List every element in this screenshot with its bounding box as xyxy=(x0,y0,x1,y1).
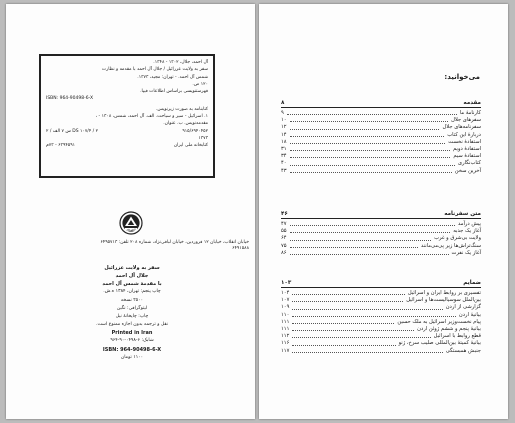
publisher-address xyxy=(12,240,249,252)
toc-entry[interactable] xyxy=(281,235,481,242)
toc-entry[interactable] xyxy=(281,124,481,131)
toc-entry[interactable] xyxy=(281,110,481,117)
section-page: ۴۶ xyxy=(281,211,288,217)
toc-entry[interactable] xyxy=(281,312,481,319)
toc-entry[interactable] xyxy=(281,326,481,333)
toc-entry-title: ولایت بی‌شرق و غرب xyxy=(434,235,481,242)
toc-entry-title: کارنامهٔ ما xyxy=(459,110,481,116)
toc-entry[interactable] xyxy=(281,117,481,124)
section-page: ۱۰۳ xyxy=(281,280,292,286)
toc-entry-page: ۴۰ xyxy=(281,160,287,167)
publisher-logo-text: کانون نشر xyxy=(126,228,136,232)
imprint-copyright: نقل و ترجمه بدون اجازه ممنوع است. xyxy=(96,322,168,328)
toc-entry-title: بین‌الملل سوسیالیست‌ها و اسرائیل xyxy=(406,297,481,304)
toc-entry-title: آغاز یک جذبه xyxy=(453,228,481,235)
catalog-library: کتابخانه ملی ایران xyxy=(173,143,208,149)
catalog-line: فهرستنویسی براساس اطلاعات فیپا. xyxy=(140,89,208,95)
toc-entry-title: بیانیهٔ پنجم و ششم ژوئن اردن xyxy=(417,326,481,333)
imprint-lithography: لیتوگرافی: نگین xyxy=(116,305,148,311)
toc-entry-title: بیانیهٔ کمیتهٔ بین‌المللی صلیب سرخ، ژنو xyxy=(398,340,481,347)
toc-entry-page: ۴۷ xyxy=(281,221,287,227)
toc-entry-title: تفسیری بر روابط ایران و اسرائیل xyxy=(407,290,481,296)
imprint-price: ۱۱۰۰ تومان xyxy=(120,354,144,360)
imprint-printer: چاپ: چاپخانهٔ نیل xyxy=(115,313,149,319)
publisher-logo xyxy=(119,211,143,235)
toc-entry[interactable] xyxy=(281,221,481,228)
toc-entry-page: ۶۴ xyxy=(281,235,287,242)
toc-entry-title: کتاب‌نگاری xyxy=(458,160,481,167)
toc-entry-page: ۱۱۱ xyxy=(281,318,290,325)
imprint-isbn: ISBN: 964-90498-6-X xyxy=(102,346,162,353)
toc-entry-page: ۱۰۷ xyxy=(281,297,290,304)
imprint-printed-in: Printed in Iran xyxy=(111,330,153,337)
imprint-copies: ۲۵۰۰ نسخه xyxy=(120,297,144,303)
toc-entry[interactable] xyxy=(281,304,481,311)
publisher-logo-icon xyxy=(119,211,143,235)
toc-section-title xyxy=(281,100,481,108)
imprint-introduction: با مقدمهٔ شمس آل احمد xyxy=(102,281,162,288)
imprint-edition: چاپ پنجم: تهران، ۱۳۸۴ ه.ش. xyxy=(103,289,161,295)
toc-section-travelogue xyxy=(281,211,481,257)
catalog-call-number: DS ۱۰۷/۴ / ۲ س ۷ الف / ۲ xyxy=(46,128,99,134)
toc-entry-page: ۱۰۹ xyxy=(281,304,290,311)
catalog-line: کتابنامه به صورت زیرنویس. xyxy=(155,106,208,112)
catalog-line: ۱۲۰ ص. xyxy=(192,81,208,87)
toc-entry-title: پیش درآمد xyxy=(457,221,481,227)
catalog-dewey: ۹۱۵/۶۹۴۰۴۵۲ xyxy=(182,128,208,134)
toc-entry-title: سنگ‌تراش‌ها زیر پی‌می‌مانند xyxy=(420,242,481,249)
catalog-line: مقدمه‌نویس. ب. عنوان. xyxy=(163,121,208,127)
address-line: خیابان انقلاب، خیابان ۱۲ فروردین، خیابان لبافی‌نژاد، شماره ۲۰۸ تلفن: ۶۴۹۵۷۱۳ xyxy=(100,240,249,245)
toc-entry[interactable] xyxy=(281,139,481,146)
toc-entry[interactable] xyxy=(281,160,481,167)
catalog-line: ۱. اسرائیل - سیر و سیاحت. الف. آل احمد، شمس، ۱۳۰۸ - ، xyxy=(95,114,208,120)
toc-entry-title: دربارهٔ این کتاب xyxy=(447,131,481,138)
toc-entry-title: سفرهای جلال xyxy=(451,117,481,124)
catalog-line: سفر به ولایت عزرائیل / جلال آل احمد با مقدمه و نظارت xyxy=(101,67,208,73)
toc-entry-page: ۱۴ xyxy=(281,131,287,138)
toc-entry[interactable] xyxy=(281,348,481,355)
toc-entry-page: ۱۰۴ xyxy=(281,290,290,296)
toc-entry-title: آغاز یک نفرت xyxy=(451,249,481,256)
toc-entry-page: ۳۴ xyxy=(281,153,287,160)
toc-entry-page: ۱۲ xyxy=(281,124,287,131)
toc-entry[interactable] xyxy=(281,250,481,257)
catalog-library-row xyxy=(46,142,208,149)
toc-entry-title: استفادهٔ دویم xyxy=(453,146,481,153)
toc-section-title xyxy=(281,280,481,288)
section-title: مقدمه xyxy=(463,100,481,106)
toc-entry-page: ۱۸ xyxy=(281,138,287,145)
catalog-classification-row xyxy=(46,128,208,135)
toc-entry-page: ۹ xyxy=(281,110,284,116)
toc-section-title xyxy=(281,211,481,219)
toc-section-introduction xyxy=(281,100,481,175)
toc-entry-page: ۱۱۶ xyxy=(281,340,290,347)
catalog-library-number: ۶۳۹۴۵۹۱ - ۷۳م xyxy=(46,143,76,149)
toc-entry[interactable] xyxy=(281,290,481,297)
toc-entry-title: استفادهٔ سیم xyxy=(453,153,481,160)
address-phone: ۶۴۹۱۵۸۸ xyxy=(232,246,249,251)
right-page xyxy=(259,4,508,419)
imprint-block xyxy=(92,264,172,362)
section-title: ضمایم xyxy=(463,280,481,286)
imprint-author: جلال آل احمد xyxy=(115,273,149,280)
toc-entry[interactable] xyxy=(281,153,481,160)
catalog-isbn: ISBN: 964-90498-6-X xyxy=(46,96,94,102)
catalog-line: آل احمد، جلال، ۱۳۰۲ - ۱۳۴۸. xyxy=(153,60,208,65)
toc-entry-page: ۴۳ xyxy=(281,167,287,174)
catalog-line: شمس آل احمد. - تهران: مجید، ۱۳۷۳. xyxy=(137,74,208,80)
toc-entry[interactable] xyxy=(281,228,481,235)
toc-entry-page: ۳۱ xyxy=(281,146,287,153)
toc-entry[interactable] xyxy=(281,146,481,153)
toc-entry-page: ۱۱۱ xyxy=(281,326,290,333)
toc-entry[interactable] xyxy=(281,132,481,139)
toc-entry-page: ۱۱۷ xyxy=(281,347,290,354)
toc-entry-title: قطع روابط با اسرائیل xyxy=(433,333,481,340)
toc-entry-title: سفرنامه‌های جلال xyxy=(442,124,481,131)
toc-section-appendices xyxy=(281,280,481,355)
section-title: متن سفرنامه xyxy=(444,211,481,217)
toc-entry-title: استفادهٔ نخست xyxy=(448,138,481,145)
toc-entry[interactable] xyxy=(281,243,481,250)
toc-entry-title: گزارشی از اردن xyxy=(445,304,481,311)
toc-entry-page: ۱۱۰ xyxy=(281,311,290,318)
toc-entry-title: پیام نخست‌وزیر اسرائیل به ملک حسین xyxy=(397,318,481,325)
toc-entry[interactable] xyxy=(281,168,481,175)
toc-entry-page: ۱۰ xyxy=(281,117,287,124)
toc-entry-title: جنبش همبستگی xyxy=(445,347,481,354)
toc-entry-page: ۱۱۲ xyxy=(281,333,290,340)
toc-entry-title: آخرین سخن xyxy=(454,167,481,174)
toc-entry[interactable] xyxy=(281,319,481,326)
toc-entry-page: ۷۵ xyxy=(281,242,287,249)
imprint-shabak: شابک: ۶-۰۴۹۸-۹۰-۹۶۴ xyxy=(110,338,154,344)
toc-entry-page: ۵۵ xyxy=(281,228,287,235)
toc-entry[interactable] xyxy=(281,340,481,347)
toc-entry-page: ۸۶ xyxy=(281,249,287,256)
left-page xyxy=(6,4,255,419)
toc-entry-title: بیانیهٔ اردن xyxy=(458,311,481,318)
toc-heading: می‌خوانید: xyxy=(444,73,480,81)
section-page: ۸ xyxy=(281,100,285,106)
cataloging-box xyxy=(39,54,215,178)
catalog-year: ۱۳۷۳ xyxy=(198,135,208,141)
imprint-title: سفر به ولایت عزرائیل xyxy=(104,265,160,271)
